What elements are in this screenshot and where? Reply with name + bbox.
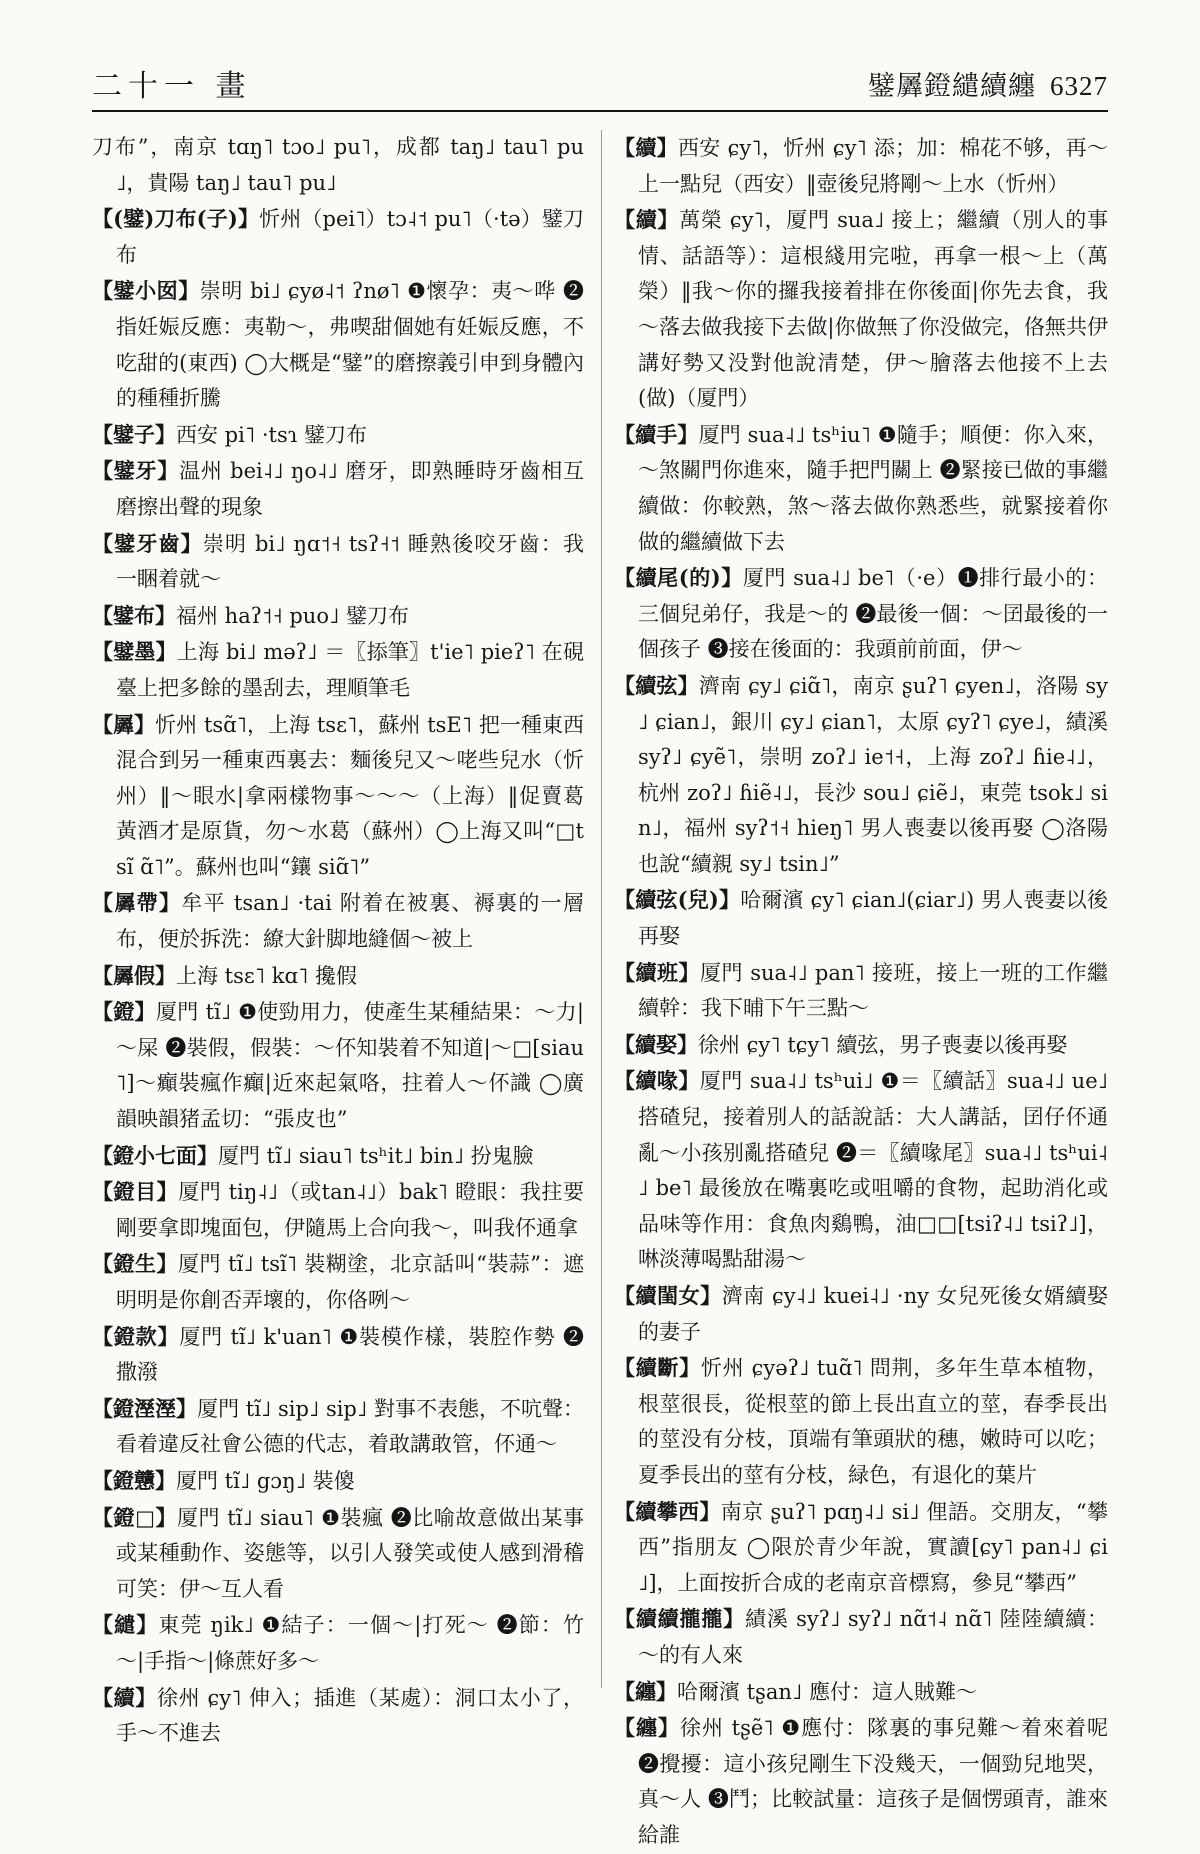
headword: 【鐙】 — [92, 999, 156, 1025]
entry: 【續續攏攏】績溪 syʔ˩ syʔ˩ nɑ̃˦˨ nɑ̃˥ 陸陸續續：～的有人來 — [614, 1606, 1108, 1667]
entry: 【鐙□】厦門 tĩ˩ siau˥ ❶裝瘋 ❷比喻故意做出某事或某種動作、姿態等，以引人發笑或使人感到滑稽可笑：伊～互人看 — [92, 1504, 584, 1601]
entry: 【鐾牙齒】崇明 bi˩ ŋɑ˦˧ tsʔ˧˦ 睡熟後咬牙齒：我一睏着就～ — [92, 530, 584, 592]
headword: 【續續攏攏】 — [614, 1606, 745, 1632]
entry: 【羼帶】牟平 tsan˩ ·tai 附着在被裏、褥裏的一層布，便於拆洗：繚大針脚地縫個～被上 — [92, 890, 584, 952]
entry: 【(鐾)刀布(子)】忻州（pei˥）tɔ˨˦ pu˥（·tə）鐾刀布 — [92, 206, 584, 267]
entry: 【續斷】忻州 ɕyəʔ˩ tuɑ̃˥ 問荆，多年生草本植物，根莖很長，從根莖的節上長出直立的莖，春季長出的莖没有分枝，頂端有筆頭狀的穗，嫩時可以吃；夏季長出的莖有分枝，緑色，有退化的葉片 — [614, 1355, 1108, 1487]
headword: 【鐾墨】 — [92, 639, 177, 665]
headword: 【鐙款】 — [92, 1323, 180, 1349]
entry: 【繾】東莞 ŋik˩ ❶結子：一個～|打死～ ❷節：竹～|手指～|條蔗好多～ — [92, 1612, 584, 1673]
headword: 【續喙】 — [614, 1068, 700, 1094]
headword: 【(鐾)刀布(子)】 — [92, 206, 260, 232]
entry: 【鐾墨】上海 bi˩ məʔ˩ ＝〖掭筆〗t'ie˥ pieʔ˥ 在硯臺上把多餘的墨刮去，理順筆毛 — [92, 639, 585, 700]
headword: 【鐾牙】 — [92, 458, 180, 484]
headword: 【羼假】 — [92, 962, 176, 988]
entry: 刀布”，南京 tɑŋ˥ tɔo˩ pu˥，成都 taŋ˩ tau˥ pu˩，貴陽 taŋ˩ tau˥ pu˩ — [92, 135, 584, 195]
entry: 【續】徐州 ɕy˥ 伸入；插進（某處）：洞口太小了，手～不進去 — [92, 1684, 584, 1746]
entry: 【續弦】濟南 ɕy˩ ɕiɑ̃˥，南京 ʂuʔ˥ ɕyen˩，洛陽 sy˩ ɕian˩，銀川 ɕy˩ ɕian˥，太原 ɕyʔ˥ ɕye˩，績溪 syʔ˩ ɕyẽ˥，崇明 zoʔ˩ ie˦˧，上海 zoʔ˩ ɦie˨˩，杭州 zoʔ˩ ɦiẽ˨˩，長沙 sou˩ ɕiẽ˩，東莞 tsok˩ sin˩，福州 syʔ˦˧ hieŋ˥ 男人喪妻以後再娶 ◯洛陽也說“續親 sy˩ tsin˩” — [614, 672, 1108, 876]
entry: 【纏】哈爾濱 tʂan˩ 應付：這人賊難～ — [614, 1678, 977, 1704]
headword: 【續】 — [92, 1684, 157, 1710]
headword: 【纏】 — [614, 1678, 677, 1704]
running-head — [92, 56, 1108, 112]
page-header-right — [868, 64, 1108, 103]
entry: 【續閨女】濟南 ɕy˨˩ kuei˨˩ ·ny 女兒死後女婿續娶的妻子 — [614, 1283, 1108, 1344]
headword: 【續攀西】 — [614, 1498, 721, 1524]
headword: 【鐙小七面】 — [92, 1142, 218, 1168]
headword: 【鐾布】 — [92, 602, 176, 628]
page-number: 6327 — [1050, 70, 1108, 101]
index-characters: 鐾羼鐙繾續纏 — [868, 70, 1036, 102]
entry: 【續弦(兒)】哈爾濱 ɕy˥ ɕian˩(ɕiar˩) 男人喪妻以後再娶 — [614, 887, 1108, 949]
headword: 【鐾小囡】 — [92, 278, 200, 304]
headword: 【續】 — [614, 135, 678, 160]
entry: 【續娶】徐州 ɕy˥ tɕy˥ 續弦，男子喪妻以後再娶 — [614, 1031, 1068, 1057]
headword: 【鐙溼溼】 — [92, 1395, 198, 1421]
entry: 【鐾牙】温州 bei˨˩ ŋo˨˩ 磨牙，即熟睡時牙齒相互磨擦出聲的現象 — [92, 458, 584, 519]
headword: 【續手】 — [614, 421, 699, 447]
headword: 【鐙目】 — [92, 1179, 179, 1205]
entry: 【鐾子】西安 pi˥ ·tsɿ 鐾刀布 — [92, 421, 367, 447]
headword: 【纏】 — [614, 1715, 680, 1741]
headword: 【續尾(的)】 — [614, 565, 743, 591]
headword: 【鐙□】 — [92, 1504, 177, 1530]
headword: 【繾】 — [92, 1612, 159, 1638]
headword: 【鐾子】 — [92, 421, 176, 447]
entry: 【鐙目】厦門 tiŋ˨˩（或tan˨˩）bak˥ 瞪眼：我拄要剛要拿即塊面包，伊隨馬上合向我～，叫我伓通拿 — [92, 1179, 585, 1240]
headword: 【鐙戇】 — [92, 1467, 176, 1493]
headword: 【羼帶】 — [92, 890, 182, 916]
entry: 【續】西安 ɕy˥，忻州 ɕy˥ 添；加：棉花不够，再～上一點兒（西安）‖壺後兒將剛～上水（忻州） — [614, 135, 1109, 196]
headword: 【續弦(兒)】 — [614, 887, 741, 913]
headword: 【續弦】 — [614, 672, 699, 698]
entry: 【續攀西】南京 ʂuʔ˥ pɑŋ˨˩ si˩ 俚語。交朋友，“攀西”指朋友 ◯限於青少年說，實讀[ɕy˥ pan˨˩ ɕi˩]，上面按折合成的老南京音標寫，參見“攀西” — [614, 1498, 1109, 1595]
entry: 【鐙小七面】厦門 tĩ˩ siau˥ tsʰit˩ bin˩ 扮鬼臉 — [92, 1142, 534, 1168]
left-column — [92, 130, 585, 1746]
entry: 【續手】厦門 sua˨˩ tsʰiu˥ ❶隨手；順便：你入來，～煞關門你進來，隨手把門關上 ❷緊接已做的事繼續做：你較熟，煞～落去做你熟悉些，就緊接着你做的繼續做下去 — [614, 421, 1108, 554]
headword: 【鐙生】 — [92, 1251, 178, 1277]
headword: 【續班】 — [614, 959, 701, 985]
entry: 【纏】徐州 tʂẽ˥ ❶應付：隊裏的事兒難～着來着呢 ❷攪擾：這小孩兒剛生下没幾天，一個勁兒地哭，真～人 ❸鬥；比較試量：這孩子是個愣頭青，誰來給誰 — [614, 1715, 1108, 1847]
two-column-body — [92, 130, 1109, 1847]
entry: 【鐙生】厦門 tĩ˩ tsĩ˥ 裝糊塗，北京話叫“裝蒜”：遮明明是你創否弄壞的，你佫咧～ — [92, 1251, 585, 1312]
entry: 【鐾小囡】崇明 bi˩ ɕyø˨˦ ʔnø˥ ❶懷孕：夷～哗 ❷指妊娠反應：夷勒～，弗喫甜個她有妊娠反應，不吃甜的(東西) ◯大概是“鐾”的磨擦義引申到身體內的種種折騰 — [92, 278, 585, 411]
entry: 【羼假】上海 tsɛ˥ kɑ˥ 攙假 — [92, 962, 358, 988]
entry: 【鐙戇】厦門 tĩ˩ gɔŋ˩ 裝傻 — [92, 1467, 355, 1493]
entry: 【鐾布】福州 haʔ˦˧ puo˩ 鐾刀布 — [92, 602, 410, 628]
entry: 【續喙】厦門 sua˨˩ tsʰui˩ ❶＝〖續話〗sua˨˩ ue˩ 搭碴兒，接着別人的話說話：大人講話，囝仔伓通亂～小孩别亂搭碴兒 ❷＝〖續喙尾〗sua˨˩ tsʰui˨˩ be˥ 最後放在嘴裏吃或咀嚼的食物，起助消化或品味等作用：食魚肉鷄鴨，油□□[tsiʔ˨˩ tsiʔ˩]，啉淡薄喝點甜湯～ — [614, 1068, 1108, 1272]
entry: 【羼】忻州 tsɑ̃˥，上海 tsɛ˥，蘇州 tsE˥ 把一種東西混合到另一種東西裏去：麵後兒又～咾些兒水（忻州）‖～眼水|拿兩樣物事～～～（上海）‖促賣葛黃酒才是原貨，勿～水葛（蘇州）◯上海又叫“□tsĩ ɑ̃˥”。蘇州也叫“鑲 siɑ̃˥” — [92, 711, 584, 879]
entry: 【續】萬榮 ɕy˥，厦門 sua˩ 接上；繼續（別人的事情、話語等）：這根綫用完啦，再拿一根～上（萬榮）‖我～你的攞我接着排在你後面|你先去食，我～落去做我接下去做|你做無了你没做完，佫無共伊講好勢又没對他說清楚，伊～膾落去他接不上去(做)（厦門） — [614, 207, 1109, 411]
headword: 【鐾牙齒】 — [92, 530, 203, 556]
entry: 【續尾(的)】厦門 sua˨˩ be˥（·e）❶排行最小的：三個兒弟仔，我是～的 ❷最後一個：～囝最後的一個孩子 ❸接在後面的：我頭前前面，伊～ — [614, 565, 1108, 662]
headword: 【羼】 — [92, 711, 156, 737]
headword: 【續娶】 — [614, 1031, 698, 1057]
headword: 【續斷】 — [614, 1355, 701, 1381]
right-column — [601, 130, 1109, 1847]
chapter-heading: 二十一 畫 — [92, 69, 252, 104]
entry: 【鐙】厦門 tĩ˩ ❶使勁用力，使產生某種結果：～力|～屎 ❷裝假，假裝：～伓知裝着不知道|～□[siau˥]～癲裝瘋作癲|近來起氣咯，拄着人～伓識 ◯廣韻映韻猪孟切：“張皮也” — [92, 999, 585, 1132]
entry: 【續班】厦門 sua˨˩ pan˥ 接班，接上一班的工作繼續幹：我下晡下午三點～ — [614, 959, 1109, 1021]
headword: 【續閨女】 — [614, 1283, 722, 1308]
entry: 【鐙溼溼】厦門 tĩ˩ sip˩ sip˩ 對事不表態，不吭聲：看着違反社會公德的代志，着敢講敢管，伓通～ — [92, 1395, 585, 1457]
entry: 【鐙款】厦門 tĩ˩ k'uan˥ ❶裝模作樣，裝腔作勢 ❷撒潑 — [92, 1323, 584, 1385]
headword: 【續】 — [614, 207, 680, 233]
